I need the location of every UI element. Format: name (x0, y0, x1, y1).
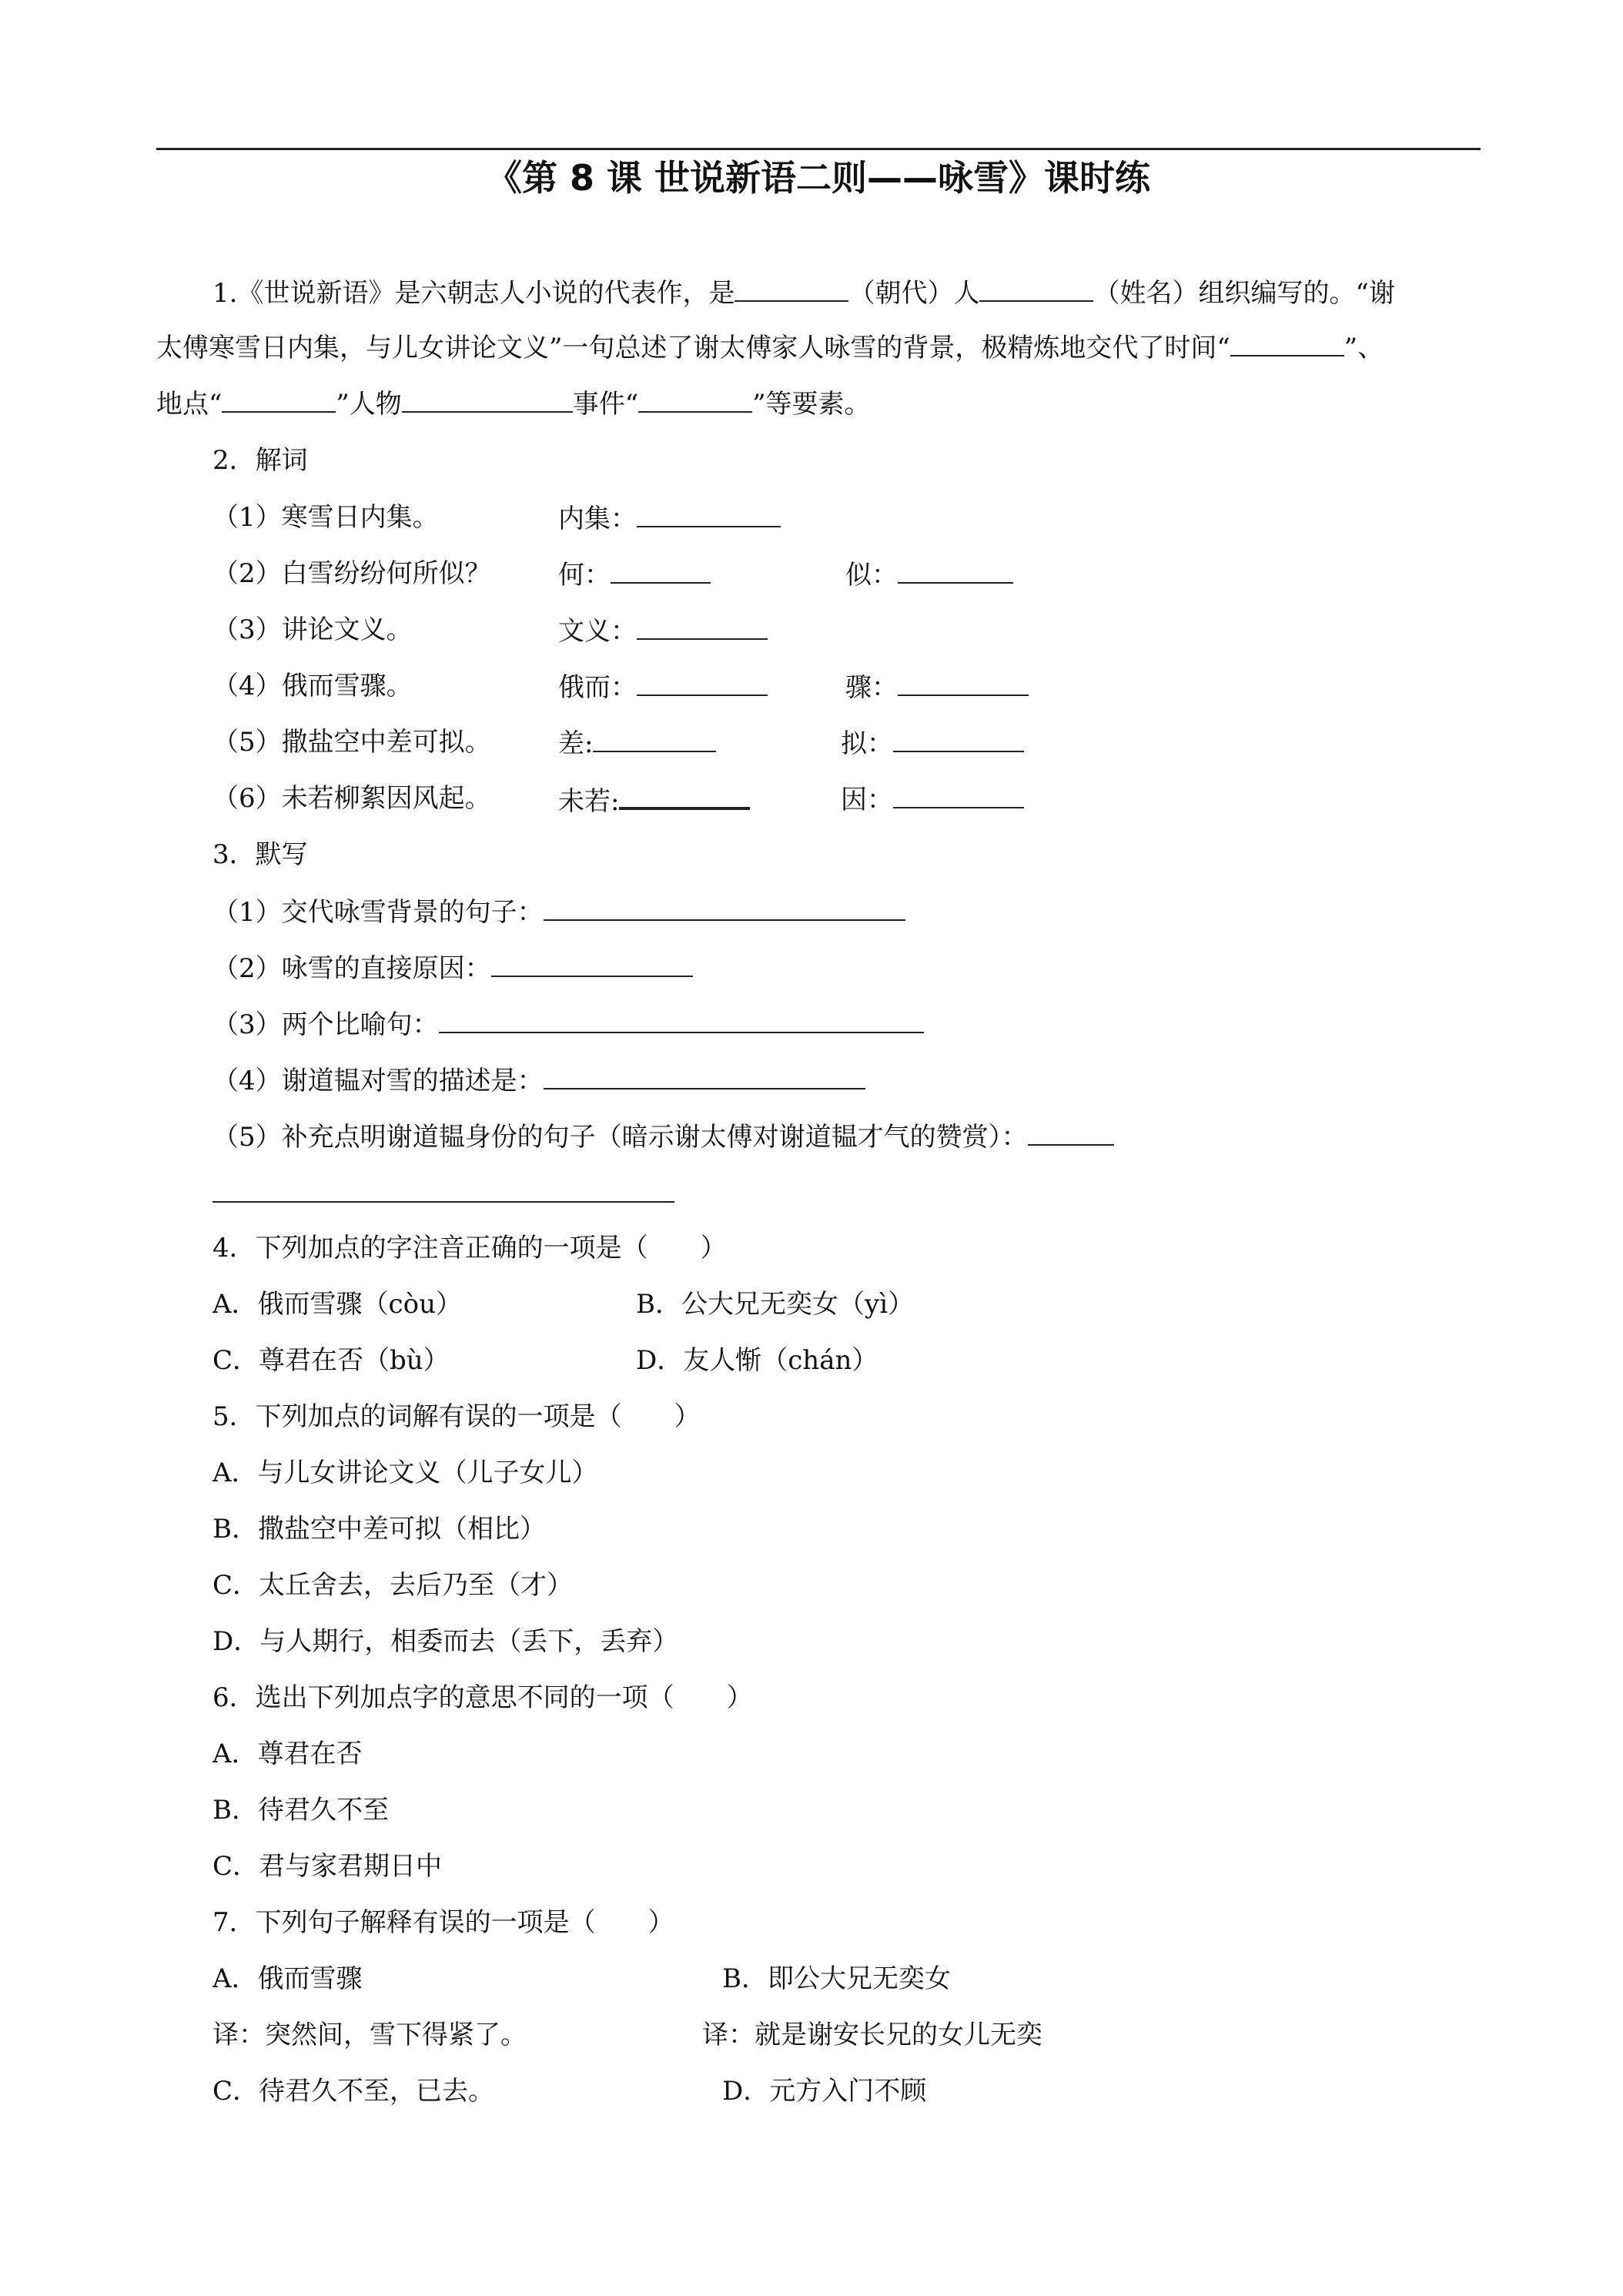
q4-option-b[interactable]: B．公大兄无奕女（yì） (636, 1289, 915, 1320)
q6-heading: 6．选出下列加点字的意思不同的一项（ ） (212, 1682, 753, 1713)
q6-option-b[interactable]: B．待君久不至 (212, 1795, 389, 1826)
q3-item-1: （1）交代咏雪背景的句子： (212, 893, 905, 930)
q6-option-a[interactable]: A．尊君在否 (212, 1739, 363, 1769)
blank[interactable] (544, 893, 905, 921)
q7-option-c[interactable]: C．待君久不至，已去。 (212, 2076, 495, 2107)
q2-heading: 2．解词 (212, 445, 308, 476)
q4-option-d[interactable]: D．友人惭（chán） (636, 1345, 878, 1376)
blank[interactable] (491, 949, 693, 977)
q4-heading: 4．下列加点的字注音正确的一项是（ ） (212, 1233, 727, 1263)
q5-option-b[interactable]: B．撒盐空中差可拟（相比） (212, 1514, 546, 1545)
q3-item-4: （4）谢道韫对雪的描述是： (212, 1062, 865, 1099)
blank[interactable] (402, 385, 573, 413)
q7-option-a[interactable]: A．俄而雪骤 (212, 1963, 363, 1994)
q4-option-a[interactable]: A．俄而雪骤（còu） (212, 1289, 462, 1320)
q4-option-c[interactable]: C．尊君在否（bù） (212, 1345, 450, 1376)
q2-item-3: （3）讲论文义。 (212, 614, 413, 645)
q2-item-3-answer: 文义： (558, 612, 768, 649)
header-rule (156, 148, 1481, 150)
blank[interactable] (893, 725, 1024, 752)
blank[interactable] (611, 556, 711, 584)
q2-item-2-answer-a: 何： (558, 556, 711, 593)
q2-item-2: （2）白雪纷纷何所似？ (212, 558, 491, 589)
q5-option-a[interactable]: A．与儿女讲论文义（儿子女儿） (212, 1458, 598, 1488)
blank[interactable] (735, 274, 848, 302)
q5-option-c[interactable]: C．太丘舍去，去后乃至（才） (212, 1570, 574, 1601)
q7-heading: 7．下列句子解释有误的一项是（ ） (212, 1907, 674, 1938)
q7-option-d[interactable]: D．元方入门不顾 (722, 2076, 927, 2107)
blank[interactable] (593, 725, 716, 752)
q3-item-3: （3）两个比喻句： (212, 1006, 924, 1043)
q2-item-1: （1）寒雪日内集。 (212, 502, 439, 533)
q2-item-1-answer: 内集： (558, 500, 781, 537)
q3-item-5: （5）补充点明谢道韫身份的句子（暗示谢太傅对谢道韫才气的赞赏）： (212, 1118, 1114, 1155)
q2-item-5-answer-a: 差: (558, 725, 716, 761)
q3-item-2: （2）咏雪的直接原因： (212, 949, 693, 986)
q2-item-2-answer-b: 似： (845, 556, 1013, 593)
q2-item-6-answer-a: 未若: (558, 781, 750, 819)
blank[interactable] (544, 1062, 865, 1089)
q1-line-2: 太傅寒雪日内集，与儿女讲论文义”一句总述了谢太傅家人咏雪的背景，极精炼地交代了时间“ ”、 (156, 329, 1384, 366)
q1-line-1: 1.《世说新语》是六朝志人小说的代表作，是 （朝代）人 （姓名）组织编写的。“谢 (212, 274, 1395, 311)
q6-option-c[interactable]: C．君与家君期日中 (212, 1851, 443, 1882)
blank[interactable] (619, 781, 750, 810)
q3-heading: 3．默写 (212, 839, 308, 870)
blank[interactable] (1028, 1118, 1114, 1146)
q2-item-4-answer-a: 俄而： (558, 668, 768, 705)
blank[interactable] (637, 668, 768, 696)
blank[interactable] (893, 781, 1024, 808)
page-title: 《第 8 课 世说新语二则——咏雪》课时练 (486, 157, 1151, 199)
q7-option-b-translation: 译：就是谢安长兄的女儿无奕 (702, 2020, 1042, 2050)
blank[interactable] (212, 1175, 674, 1203)
q1-line-3: 地点“ ”人物 事件“ ”等要素。 (156, 385, 871, 422)
blank[interactable] (898, 556, 1013, 584)
q2-item-6-answer-b: 因： (841, 781, 1024, 818)
blank[interactable] (898, 668, 1029, 696)
q5-heading: 5．下列加点的词解有误的一项是（ ） (212, 1401, 701, 1432)
q2-item-5: （5）撒盐空中差可拟。 (212, 727, 491, 758)
blank[interactable] (637, 612, 768, 640)
blank[interactable] (439, 1006, 924, 1033)
q2-item-4: （4）俄而雪骤。 (212, 671, 413, 701)
q2-item-6: （6）未若柳絮因风起。 (212, 783, 491, 814)
q7-option-b[interactable]: B．即公大兄无奕女 (722, 1963, 951, 1994)
blank[interactable] (637, 500, 781, 527)
q7-option-a-translation: 译：突然间，雪下得紧了。 (212, 2020, 527, 2050)
blank[interactable] (979, 274, 1093, 302)
blank[interactable] (222, 385, 336, 413)
q5-option-d[interactable]: D．与人期行，相委而去（丢下，丢弃） (212, 1626, 679, 1657)
q2-item-4-answer-b: 骤： (845, 668, 1029, 705)
q2-item-5-answer-b: 拟： (841, 725, 1024, 761)
blank[interactable] (1230, 329, 1344, 356)
q3-item-5-continued (212, 1175, 674, 1212)
blank[interactable] (638, 385, 752, 413)
